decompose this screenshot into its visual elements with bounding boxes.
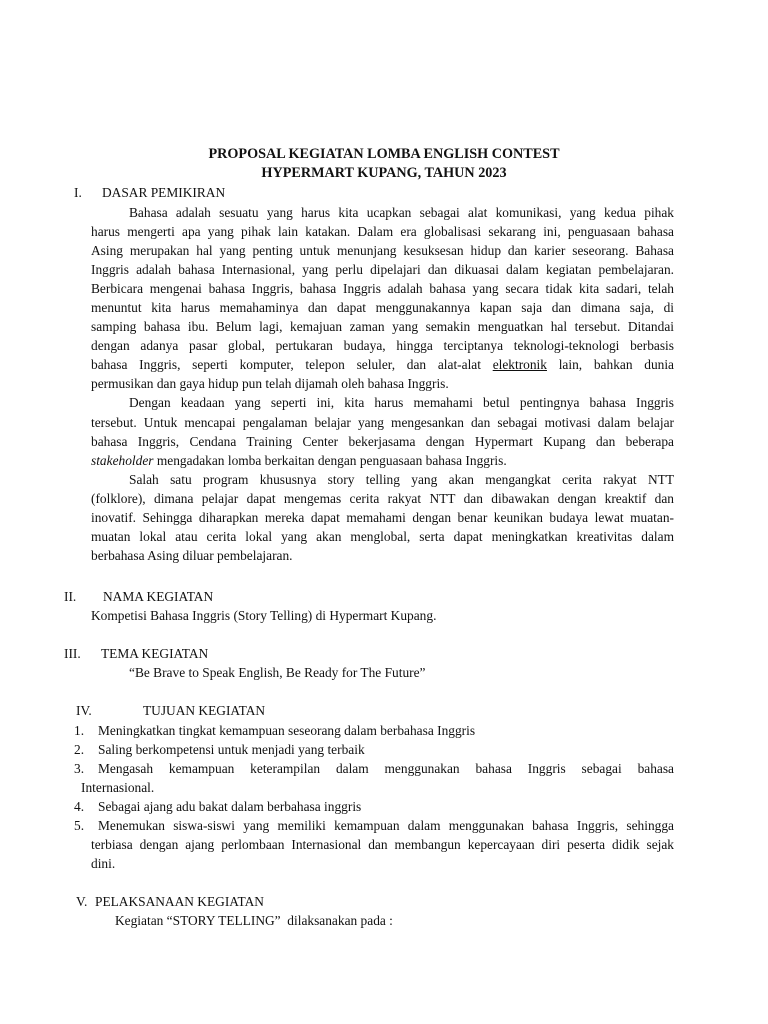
section-4-number: IV. xyxy=(76,703,92,718)
document-title-line-1: PROPOSAL KEGIATAN LOMBA ENGLISH CONTEST xyxy=(208,146,560,162)
goal-number: 3. xyxy=(74,761,85,776)
paragraph-line: dengan adanya pasar global, pertukaran budaya, hingga terciptanya teknologi-teknologi berbasis xyxy=(91,338,674,354)
goal-item xyxy=(74,816,674,873)
section-5-title: PELAKSANAAN KEGIATAN xyxy=(95,894,264,909)
section-1-body xyxy=(91,203,674,565)
goal-text: dini. xyxy=(91,856,116,872)
paragraph-line: Berbicara mengenai bahasa Inggris, bahasa Inggris adalah bahasa yang secara tidak kita sadari, telah xyxy=(91,281,674,297)
section-3-number: III. xyxy=(64,646,81,661)
paragraph-line: (folklore), dimana pelajar dapat mengemas cerita rakyat NTT dan dibawakan dengan kreaktif dan xyxy=(91,490,674,506)
goal-item xyxy=(74,721,674,740)
goal-number: 4. xyxy=(74,799,85,814)
paragraph-line: Dengan keadaan yang seperti ini, kita harus memahami betul pentingnya bahasa Inggris xyxy=(129,395,674,411)
goal-number: 1. xyxy=(74,723,85,738)
section-4-title: TUJUAN KEGIATAN xyxy=(143,703,266,718)
paragraph-line: Asing merupakan hal yang penting untuk menunjang kesuksesan hidup dan karier seseorang. Bahasa xyxy=(91,243,674,259)
section-2-body: Kompetisi Bahasa Inggris (Story Telling) di Hypermart Kupang. xyxy=(91,608,437,623)
goal-text: Internasional. xyxy=(81,780,155,796)
goal-item xyxy=(74,797,674,816)
paragraph-line: tersebut. Untuk mencapai pengalaman belajar yang mengesankan dan sebagai motivasi dalam belajar xyxy=(91,414,674,430)
stakeholder-term: stakeholder xyxy=(91,452,154,468)
paragraph-line: samping bahasa ibu. Belum lagi, kemajuan zaman yang semakin menguatkan hal tersebut. Ditandai xyxy=(91,319,674,335)
section-1-title: DASAR PEMIKIRAN xyxy=(102,185,226,200)
paragraph-line: menuntut kita harus memahaminya dan dapat menggunakannya kapan saja dan dimana saja, di xyxy=(91,300,674,316)
goal-number: 2. xyxy=(74,742,85,757)
text-fragment: mengadakan lomba berkaitan dengan penguasaan bahasa Inggris. xyxy=(153,452,507,468)
paragraph-line: inovatif. Sehingga diharapkan mereka dapat memahami dengan benar keunikan budaya lewat muatan- xyxy=(91,509,674,525)
goal-text: Menemukan siswa-siswi yang memiliki kemampuan dalam menggunakan bahasa Inggris, sehingga xyxy=(98,818,674,833)
section-3-theme: “Be Brave to Speak English, Be Ready for The Future” xyxy=(129,665,426,680)
paragraph-line: permusikan dan gaya hidup pun telah dijamah oleh bahasa Inggris. xyxy=(91,376,449,392)
goal-text: Sebagai ajang adu bakat dalam berbahasa inggris xyxy=(98,799,362,814)
section-2-number: II. xyxy=(64,589,77,604)
paragraph-line: bahasa Inggris, Cendana Training Center bekerjasama dengan Hypermart Kupang dan beberapa xyxy=(91,433,674,449)
text-fragment: lain, bahkan dunia xyxy=(546,357,674,373)
paragraph-line: Inggris adalah bahasa Internasional, yang perlu dipelajari dan dikuasai dalam kegiatan pembelajaran. xyxy=(91,262,674,278)
section-2-title: NAMA KEGIATAN xyxy=(103,589,214,604)
paragraph-line: muatan lokal atau cerita lokal yang akan menglobal, serta dapat meningkatkan kreativitas dalam xyxy=(91,528,674,544)
goal-item xyxy=(74,759,674,797)
section-3-title: TEMA KEGIATAN xyxy=(101,646,209,661)
section-5-number: V. xyxy=(76,894,88,909)
paragraph-line: Bahasa adalah sesuatu yang harus kita ucapkan sebagai alat komunikasi, yang kedua pihak xyxy=(129,205,674,220)
elektronik-link[interactable]: elektronik xyxy=(492,357,547,373)
goal-text: terbiasa dengan ajang perlombaan Internasional dan membangun kepercayaan diri peserta didik sejak xyxy=(91,837,674,853)
goal-number: 5. xyxy=(74,818,85,833)
document-title-line-2: HYPERMART KUPANG, TAHUN 2023 xyxy=(261,165,507,181)
goal-text: Meningkatkan tingkat kemampuan seseorang dalam berbahasa Inggris xyxy=(98,723,476,738)
paragraph-line xyxy=(91,451,674,470)
paragraph-line: berbahasa Asing diluar pembelajaran. xyxy=(91,547,293,563)
section-1-number: I. xyxy=(74,185,82,200)
section-5-body: Kegiatan “STORY TELLING” dilaksanakan pada : xyxy=(115,913,393,928)
paragraph-line: harus mengerti apa yang pihak lain katakan. Dalam era globalisasi sekarang ini, penguasaan bahasa xyxy=(91,224,674,240)
goal-text: Mengasah kemampuan keterampilan dalam menggunakan bahasa Inggris sebagai bahasa xyxy=(98,761,674,776)
goal-text: Saling berkompetensi untuk menjadi yang terbaik xyxy=(98,742,365,757)
goal-item xyxy=(74,740,674,759)
paragraph-line: Salah satu program khususnya story telling yang akan mengangkat cerita rakyat NTT xyxy=(129,471,674,487)
text-fragment: bahasa Inggris, seperti komputer, telepon seluler, dan alat-alat xyxy=(91,357,493,373)
paragraph-line xyxy=(91,355,674,374)
